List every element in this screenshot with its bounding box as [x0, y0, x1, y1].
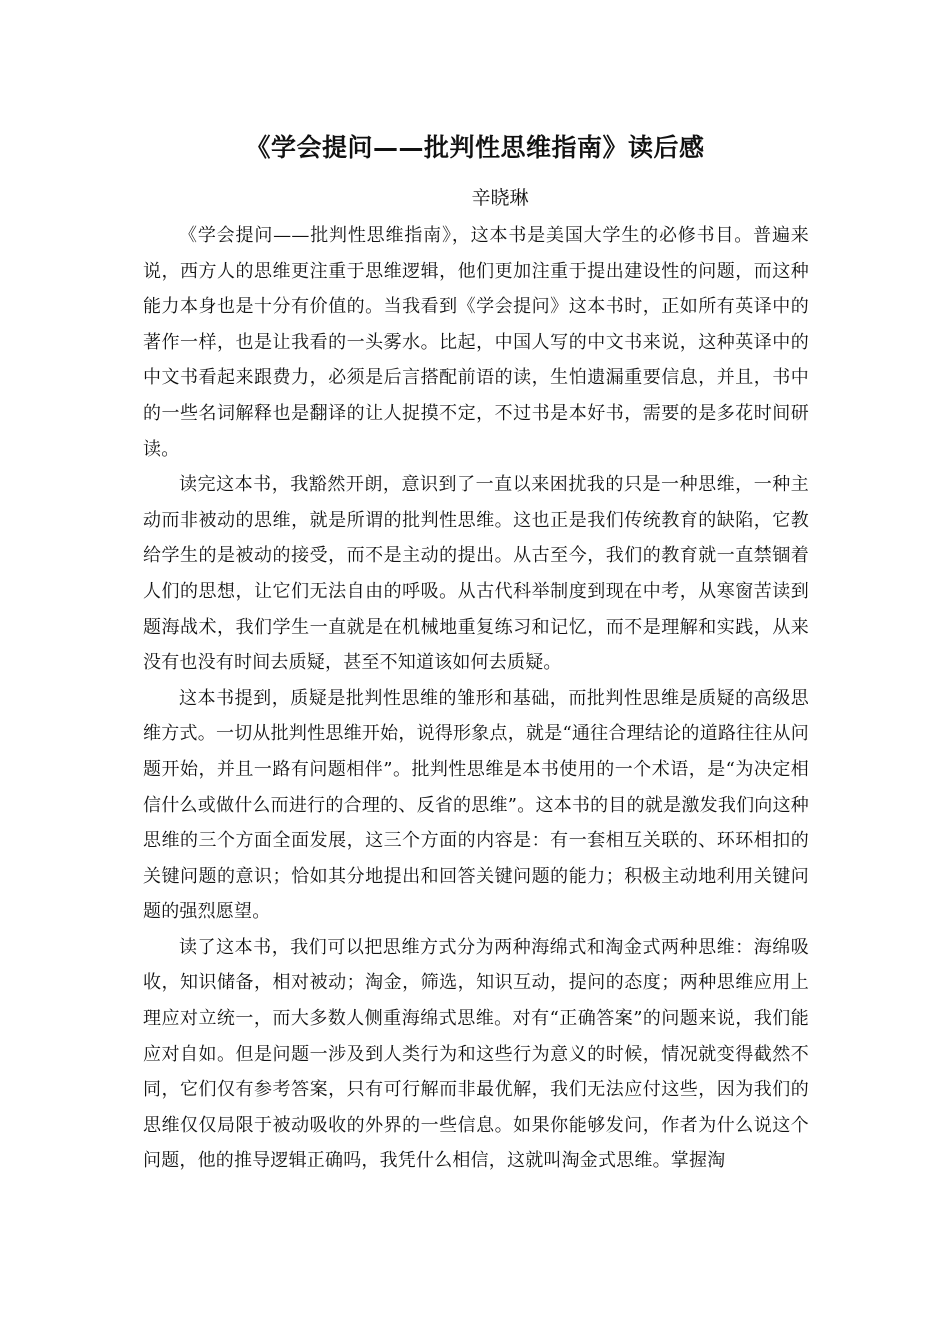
paragraph-4: 读了这本书，我们可以把思维方式分为两种海绵式和淘金式两种思维：海绵吸收，知识储备，相对被动；淘金，筛选，知识互动，提问的态度；两种思维应用上理应对立统一，而大多数人侧重海绵式思维。对有“正确答案”的问题来说，我们能应对自如。但是问题一涉及到人类行为和这些行为意义的时候，情况就变得截然不同，它们仅有参考答案，只有可行解而非最优解，我们无法应付这些，因为我们的思维仅仅局限于被动吸收的外界的一些信息。如果你能够发问，作者为什么说这个问题，他的推导逻辑正确吗，我凭什么相信，这就叫淘金式思维。掌握淘 — [143, 936, 809, 1172]
document-title: 《学会提问——批判性思维指南》读后感 — [245, 133, 705, 162]
paragraph-2: 读完这本书，我豁然开朗，意识到了一直以来困扰我的只是一种思维，一种主动而非被动的思维，就是所谓的批判性思维。这也正是我们传统教育的缺陷，它教给学生的是被动的接受，而不是主动的提出。从古至今，我们的教育就一直禁锢着人们的思想，让它们无法自由的呼吸。从古代科举制度到现在中考，从寒窗苦读到题海战术，我们学生一直就是在机械地重复练习和记忆，而不是理解和实践，从来没有也没有时间去质疑，甚至不知道该如何去质疑。 — [143, 474, 809, 674]
author-name: 辛晓琳 — [471, 187, 529, 209]
paragraph-1: 《学会提问——批判性思维指南》，这本书是美国大学生的必修书目。普遍来说，西方人的思维更注重于思维逻辑，他们更加注重于提出建设性的问题，而这种能力本身也是十分有价值的。当我看到《学会提问》这本书时，正如所有英译中的著作一样，也是让我看的一头雾水。比起，中国人写的中文书来说，这种英译中的中文书看起来跟费力，必须是后言搭配前语的读，生怕遗漏重要信息，并且，书中的一些名词解释也是翻译的让人捉摸不定，不过书是本好书，需要的是多花时间研读。 — [143, 225, 809, 460]
document-body — [143, 218, 809, 1179]
paragraph-3: 这本书提到，质疑是批判性思维的雏形和基础，而批判性思维是质疑的高级思维方式。一切从批判性思维开始，说得形象点，就是“通往合理结论的道路往往从问题开始，并且一路有问题相伴”。批判性思维是本书使用的一个术语，是“为决定相信什么或做什么而进行的合理的、反省的思维”。这本书的目的就是激发我们向这种思维的三个方面全面发展，这三个方面的内容是：有一套相互关联的、环环相扣的关键问题的意识；恰如其分地提出和回答关键问题的能力；积极主动地利用关键问题的强烈愿望。 — [143, 687, 809, 923]
